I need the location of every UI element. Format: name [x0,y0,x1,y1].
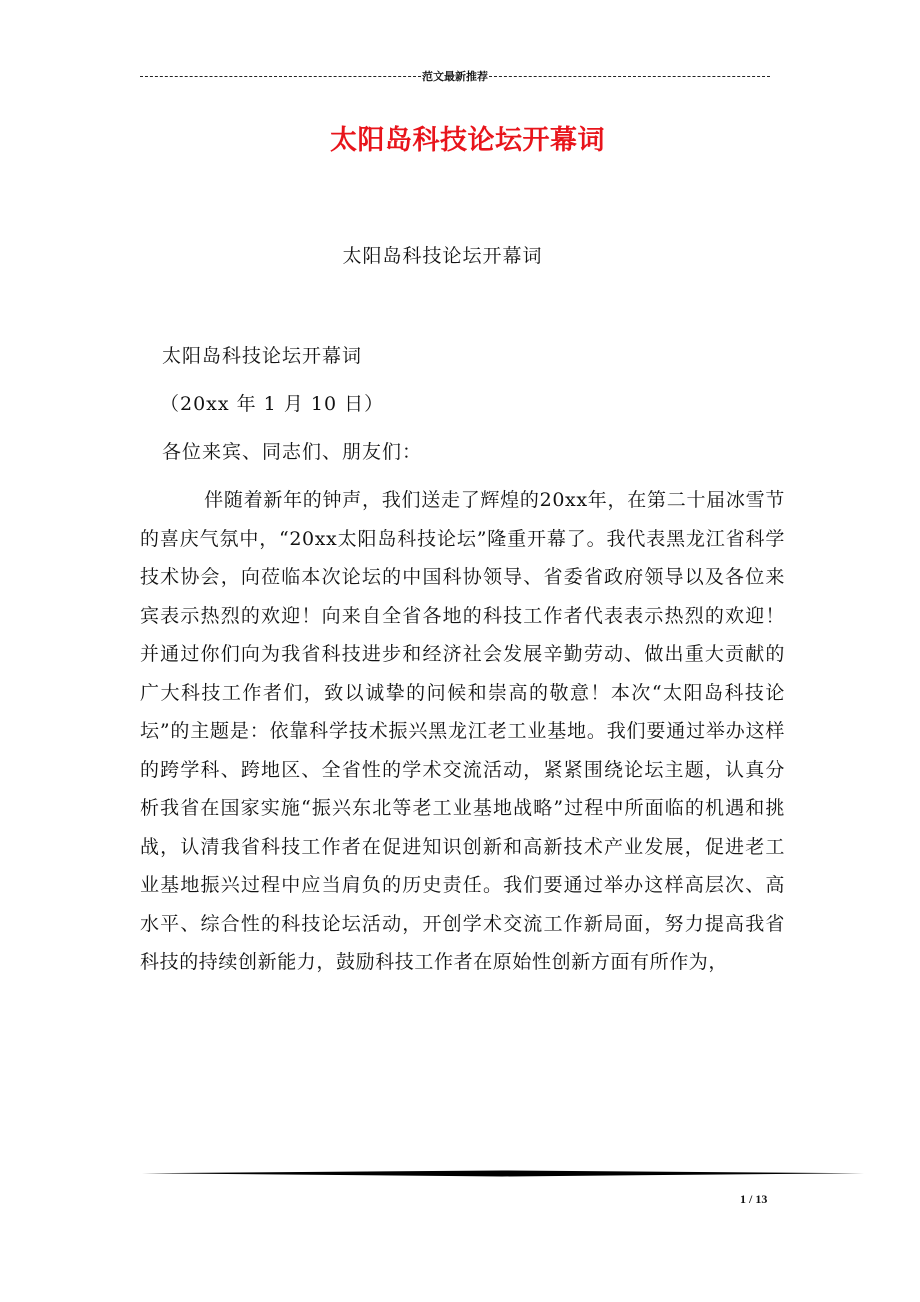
salutation-line: 各位来宾、同志们、朋友们： [162,441,423,463]
date-line: （20xx 年 1 月 10 日） [160,393,385,415]
footer-rule-shape [142,1171,864,1177]
page-header [140,68,770,84]
header-dash-right [489,76,770,77]
body-paragraph [140,481,785,982]
document-subtitle: 太阳岛科技论坛开幕词 [342,245,543,267]
header-label: 范文最新推荐 [422,71,488,83]
footer-rule [142,1170,864,1178]
paragraph-text: 伴随着新年的钟声，我们送走了辉煌的20xx年，在第二十届冰雪节的喜庆气氛中，“20xx太阳岛科技论坛”隆重开幕了。我代表黑龙江省科学技术协会，向莅临本次论坛的中国科协领导、省委省政府领导以及各位来宾表示热烈的欢迎！向来自全省各地的科技工作者代表表示热烈的欢迎！并通过你们向为我省科技进步和经济社会发展辛勤劳动、做出重大贡献的广大科技工作者们，致以诚挚的问候和崇高的敬意！本次“太阳岛科技论坛”的主题是：依靠科学技术振兴黑龙江老工业基地。我们要通过举办这样的跨学科、跨地区、全省性的学术交流活动，紧紧围绕论坛主题，认真分析我省在国家实施“振兴东北等老工业基地战略”过程中所面临的机遇和挑战，认清我省科技工作者在促进知识创新和高新技术产业发展，促进老工业基地振兴过程中应当肩负的历史责任。我们要通过举办这样高层次、高水平、综合性的科技论坛活动，开创学术交流工作新局面，努力提高我省科技的持续创新能力，鼓励科技工作者在原始性创新方面有所作为， [140,489,785,973]
header-dash-left [140,76,421,77]
page-number: 1 / 13 [740,1192,768,1206]
document-title: 太阳岛科技论坛开幕词 [330,125,605,156]
heading-line: 太阳岛科技论坛开幕词 [162,345,363,367]
